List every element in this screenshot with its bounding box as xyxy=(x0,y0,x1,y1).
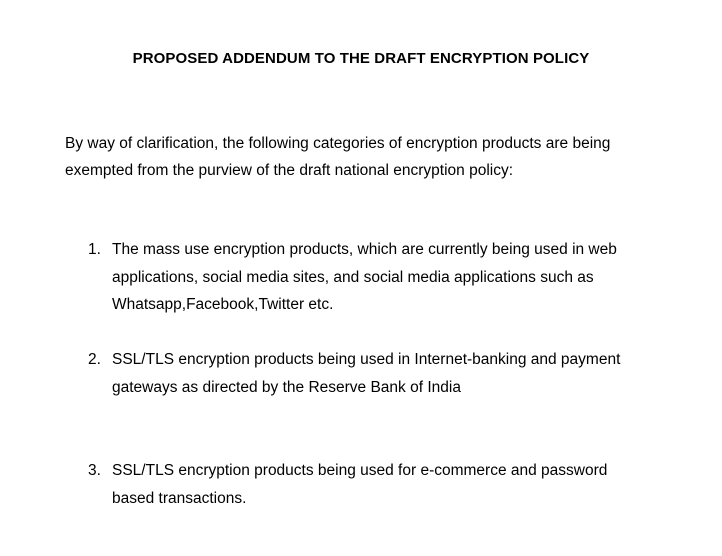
list-item xyxy=(88,457,708,512)
list-item-number: 1. xyxy=(88,241,101,258)
list-item xyxy=(88,236,708,319)
list-item-line: gateways as directed by the Reserve Bank of India xyxy=(112,378,461,396)
intro-line: By way of clarification, the following categories of encryption products are being xyxy=(65,135,611,152)
list-item xyxy=(88,346,708,401)
intro-paragraph xyxy=(65,130,705,184)
list-item-line: The mass use encryption products, which are currently being used in web xyxy=(112,241,617,258)
list-item-number: 2. xyxy=(88,351,101,368)
list-item-line: SSL/TLS encryption products being used for e-commerce and password xyxy=(112,462,608,479)
document-title: PROPOSED ADDENDUM TO THE DRAFT ENCRYPTION POLICY xyxy=(132,50,590,67)
list-item-text xyxy=(112,457,708,512)
list-item-line: Whatsapp,Facebook,Twitter etc. xyxy=(112,296,334,313)
list-item-number: 3. xyxy=(88,462,101,479)
list-item-line: applications, social media sites, and social media applications such as xyxy=(112,268,594,286)
list-item-line: based transactions. xyxy=(112,489,247,507)
list-item-text xyxy=(112,346,708,401)
list-item-line: SSL/TLS encryption products being used in Internet-banking and payment xyxy=(112,351,621,368)
intro-line: exempted from the purview of the draft national encryption policy: xyxy=(65,162,514,179)
list-item-text xyxy=(112,236,708,319)
